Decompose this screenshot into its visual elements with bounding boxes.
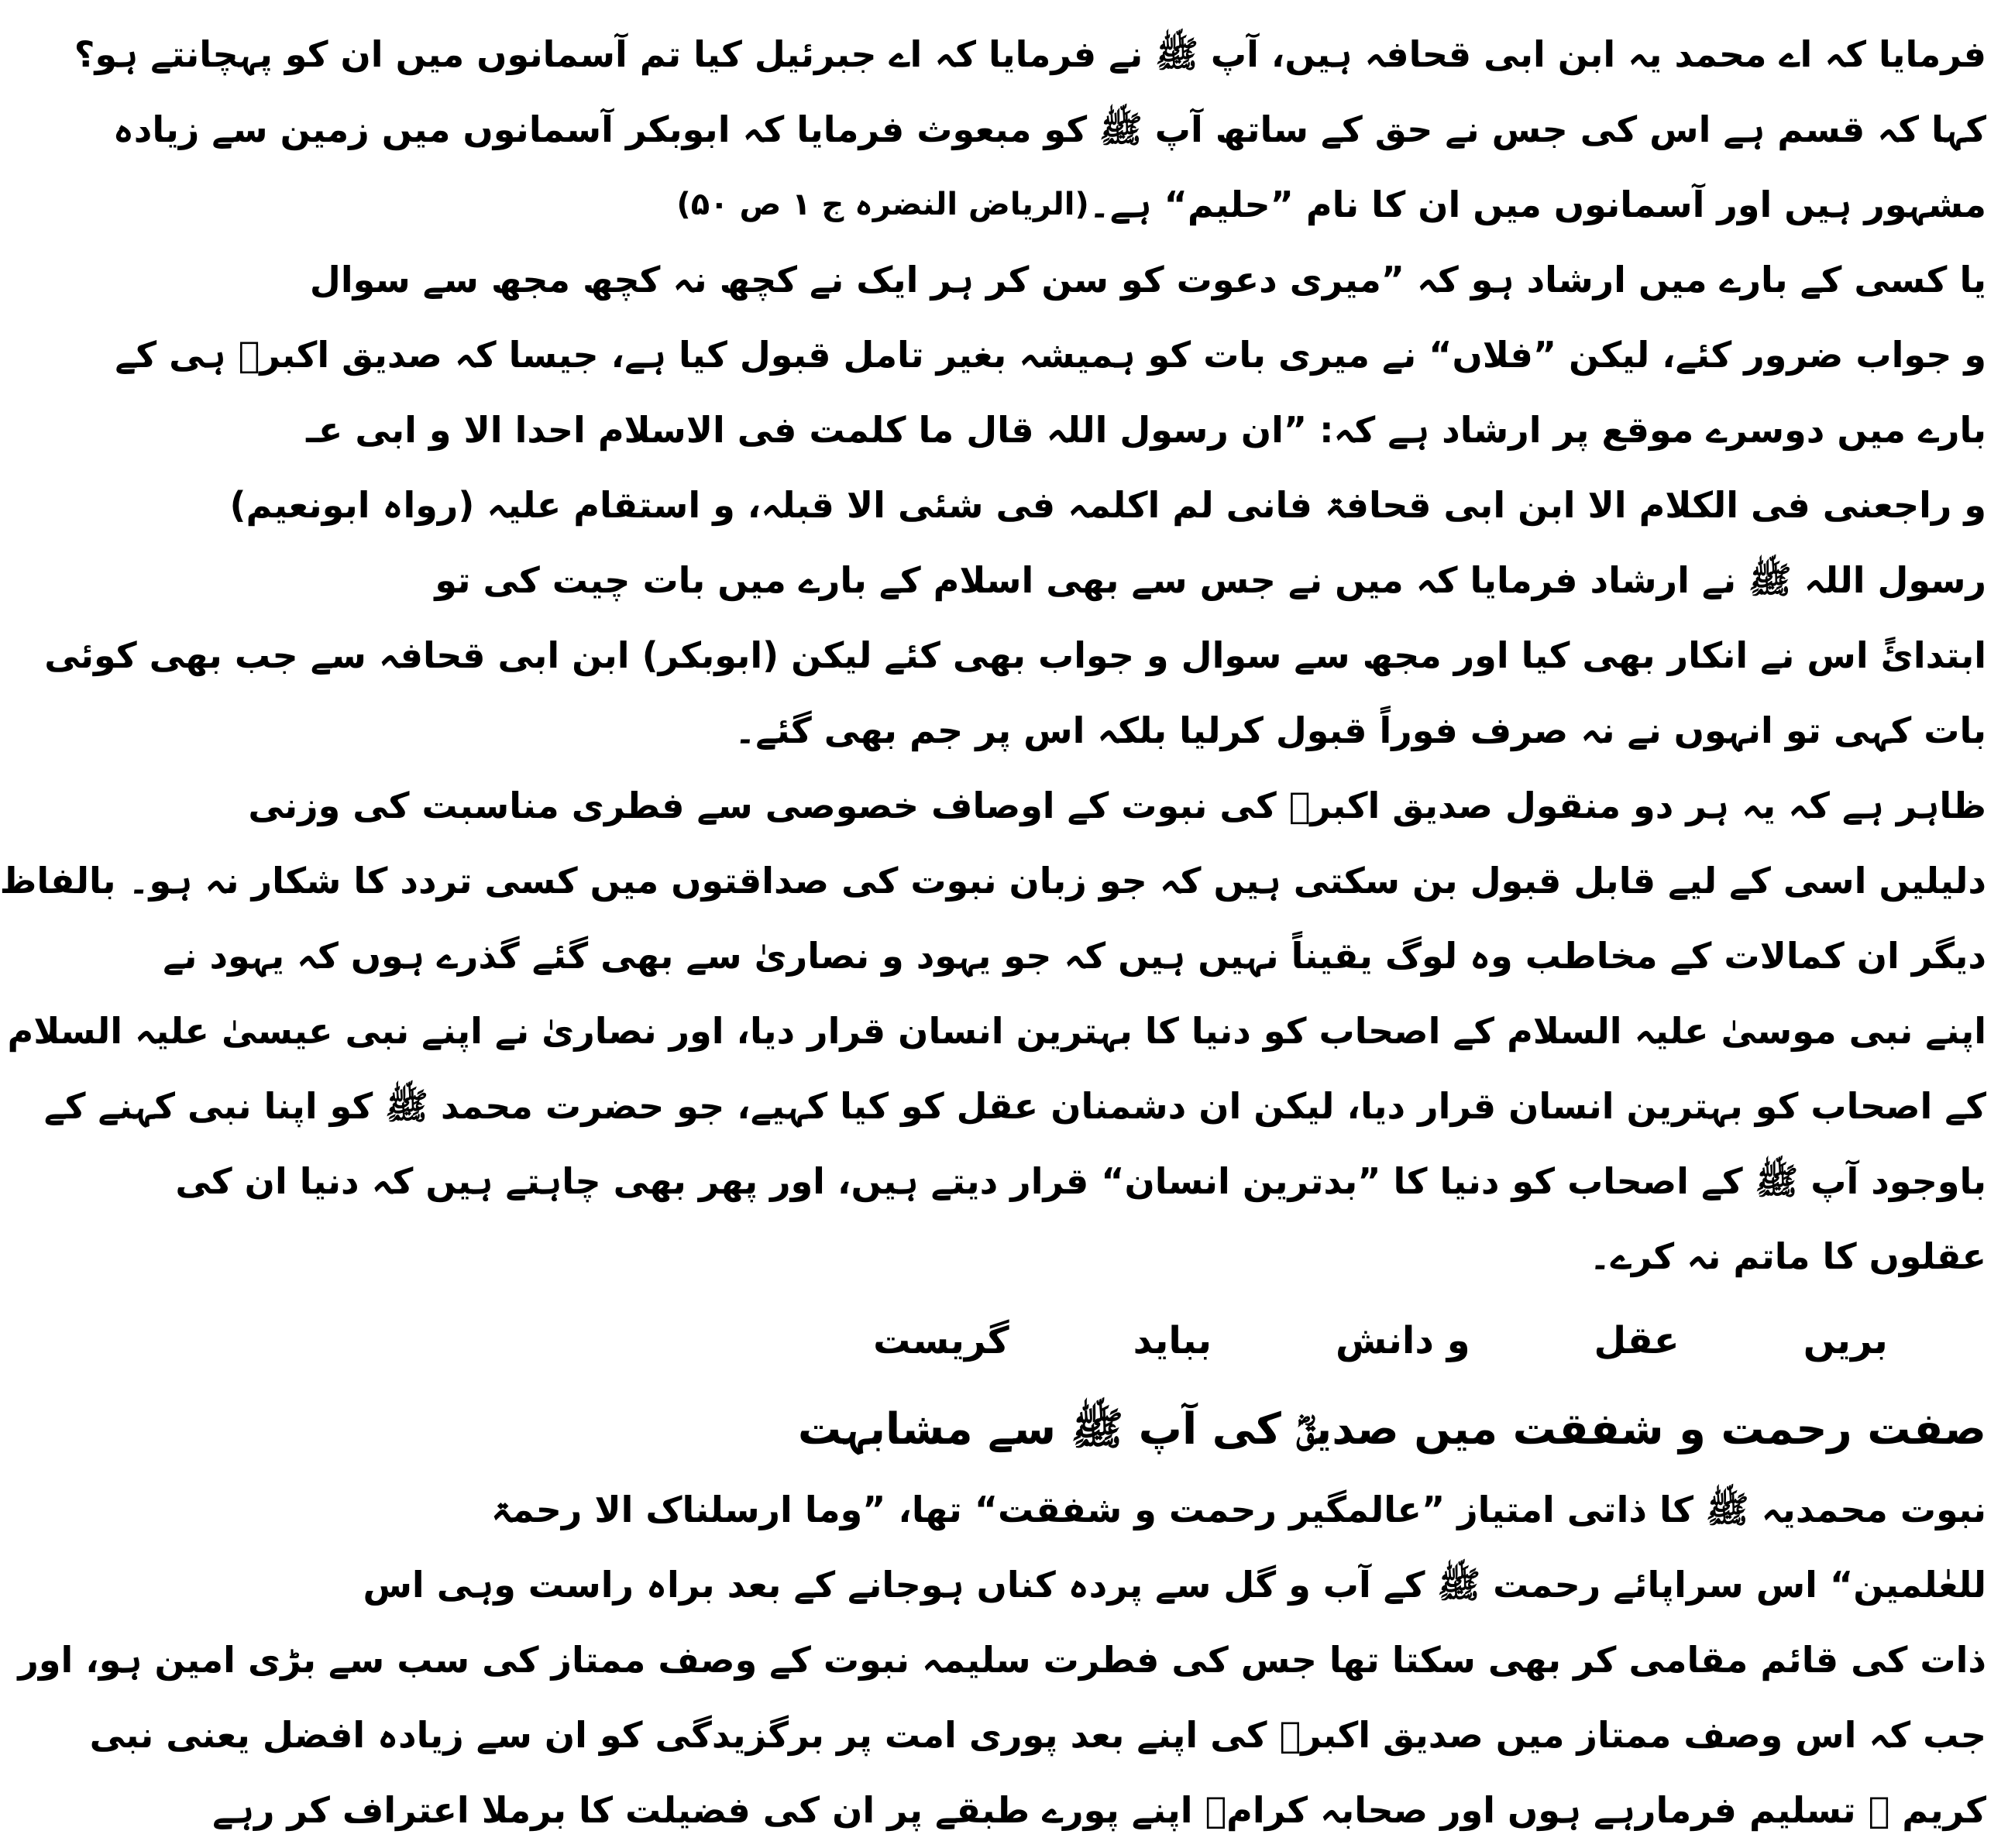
persian-verse (868, 1294, 1986, 1387)
text-line: بات کہی تو انہوں نے نہ صرف فوراً قبول کرلیا بلکہ اس پر جم بھی گئے۔ (734, 709, 1986, 751)
text-line: نبوت محمدیہ ﷺ کا ذاتی امتیاز ”عالمگیر رحمت و شفقت“ تھا، ”وما ارسلناک الا رحمۃ (490, 1489, 1986, 1530)
verse-word: بریں (1803, 1319, 1888, 1362)
text-line: دیگر ان کمالات کے مخاطب وہ لوگ یقیناً نہیں ہیں کہ جو یہود و نصاریٰ سے بھی گئے گذرے ہوں کہ یہود نے (163, 935, 1986, 977)
text-line: کریم ﷺ تسلیم فرمارہے ہوں اور صحابہ کرامؓ اپنے پورے طبقے پر ان کی فضیلت کا برملا اعتراف کر رہے (212, 1789, 1986, 1831)
paragraph-2 (44, 242, 1986, 768)
text-line-with-reference (676, 167, 1986, 242)
paragraph-1 (74, 17, 1986, 242)
text-line: جب کہ اس وصف ممتاز میں صدیق اکبرؓ کی اپنے بعد پوری امت پر برگزیدگی کو ان سے زیادہ افضل یعنی نبی (89, 1714, 1986, 1756)
text-line: ظاہر ہے کہ یہ ہر دو منقول صدیق اکبرؓ کی نبوت کے اوصاف خصوصی سے فطری مناسبت کی وزنی (248, 785, 1986, 826)
text-line: عقلوں کا ماتم نہ کرے۔ (1589, 1235, 1986, 1277)
text-line: کہا کہ قسم ہے اس کی جس نے حق کے ساتھ آپ ﷺ کو مبعوث فرمایا کہ ابوبکر آسمانوں میں زمین سے زیادہ (112, 108, 1986, 150)
text-line: و جواب ضرور کئے، لیکن ”فلاں“ نے میری بات کو ہمیشہ بغیر تامل قبول کیا ہے، جیسا کہ صدیق اکبرؓ ہی کے (115, 334, 1986, 376)
arabic-hadith-line: و راجعنی فی الکلام الا ابن ابی قحافۃ فانی لم اکلمہ فی شئی الا قبلہ، و استقام علیہ (رواہ ابونعیم) (229, 484, 1986, 526)
text-line: مشہور ہیں اور آسمانوں میں ان کا نام ”حلیم“ ہے۔ (1088, 184, 1986, 225)
text-line: فرمایا کہ اے محمد یہ ابن ابی قحافہ ہیں، آپ ﷺ نے فرمایا کہ اے جبرئیل کیا تم آسمانوں میں ان کو پہچانتے ہو؟ (74, 33, 1986, 75)
verse-word: عقل (1594, 1319, 1680, 1362)
text-line: دلیلیں اسی کے لیے قابل قبول بن سکتی ہیں کہ جو زبان نبوت کی صداقتوں میں کسی تردد کا شکار نہ ہو۔ بالفاظ (0, 860, 1986, 902)
text-line: للعٰلمین“ اس سراپائے رحمت ﷺ کے آب و گل سے پردہ کناں ہوجانے کے بعد براہ راست وہی اس (363, 1564, 1986, 1606)
verse-word: و دانش (1336, 1319, 1470, 1362)
text-line: ابتدائً اس نے انکار بھی کیا اور مجھ سے سوال و جواب بھی کئے لیکن (ابوبکر) ابن ابی قحافہ سے جب بھی کوئی (44, 634, 1986, 676)
text-line: ذات کی قائم مقامی کر بھی سکتا تھا جس کی فطرت سلیمہ نبوت کے وصف ممتاز کی سب سے بڑی امین ہو، اور (18, 1639, 1986, 1681)
verse-word: گریست (873, 1319, 1009, 1362)
text-line: اپنے نبی موسیٰ علیہ السلام کے اصحاب کو دنیا کا بہترین انسان قرار دیا، اور نصاریٰ نے اپنے نبی عیسیٰ علیہ السلام (7, 1010, 1986, 1052)
citation-reference: (الریاض النضرہ ج ۱ ص ۵۰) (676, 187, 1089, 222)
paragraph-4 (18, 1472, 1986, 1848)
text-line: باوجود آپ ﷺ کے اصحاب کو دنیا کا ”بدترین انسان“ قرار دیتے ہیں، اور پھر بھی چاہتے ہیں کہ دنیا ان کی (175, 1160, 1986, 1202)
text-line: یا کسی کے بارے میں ارشاد ہو کہ ”میری دعوت کو سن کر ہر ایک نے کچھ نہ کچھ مجھ سے سوال (309, 259, 1986, 301)
verse-word: بباید (1133, 1319, 1212, 1362)
section-heading: صفت رحمت و شفقت میں صدیقؓ کی آپ ﷺ سے مشابہت (797, 1404, 1986, 1455)
text-line: کے اصحاب کو بہترین انسان قرار دیا، لیکن ان دشمنان عقل کو کیا کہیے، جو حضرت محمد ﷺ کو اپنا نبی کہنے کے (43, 1085, 1986, 1127)
paragraph-3 (0, 768, 1986, 1294)
text-line: رسول اللہ ﷺ نے ارشاد فرمایا کہ میں نے جس سے بھی اسلام کے بارے میں بات چیت کی تو (435, 559, 1986, 601)
arabic-hadith-line: بارے میں دوسرے موقع پر ارشاد ہے کہ: ”ان رسول اللہ قال ما کلمت فی الاسلام احدا الا و ابی عـ (306, 409, 1986, 451)
